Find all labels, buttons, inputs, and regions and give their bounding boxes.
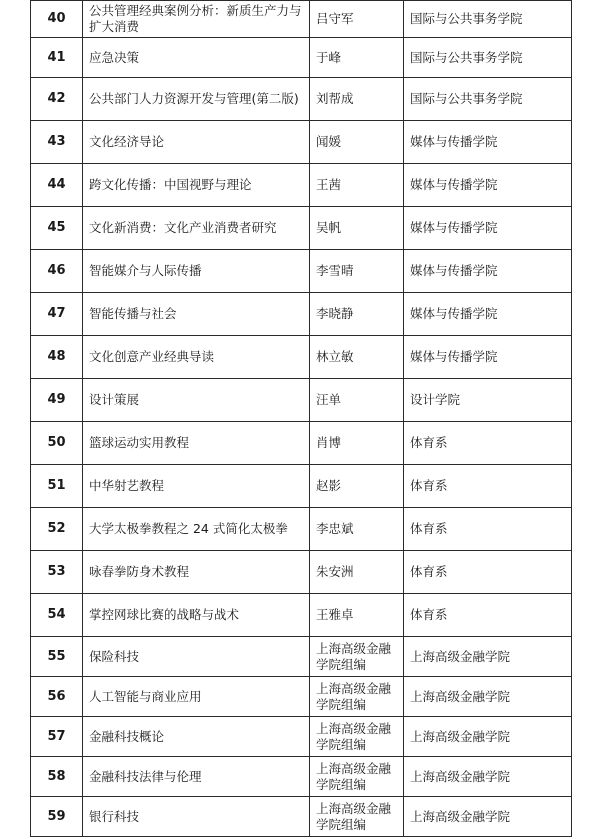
book-author: 刘帮成 [310,78,404,121]
book-author: 上海高级金融学院组编 [310,717,404,757]
table-row [31,1,572,38]
book-author: 林立敏 [310,336,404,379]
row-number: 49 [31,379,83,422]
book-college: 媒体与传播学院 [404,250,572,293]
book-title: 公共管理经典案例分析：新质生产力与扩大消费 [83,1,310,38]
book-title: 金融科技概论 [83,717,310,757]
book-author: 李忠斌 [310,508,404,551]
textbook-table [30,0,572,837]
book-college: 上海高级金融学院 [404,757,572,797]
row-number: 55 [31,637,83,677]
book-author: 吴帆 [310,207,404,250]
book-college: 上海高级金融学院 [404,797,572,837]
book-college: 国际与公共事务学院 [404,78,572,121]
table-row [31,164,572,207]
book-author: 李晓静 [310,293,404,336]
book-title: 应急决策 [83,38,310,78]
table-row [31,508,572,551]
book-author: 吕守军 [310,1,404,38]
row-number: 54 [31,594,83,637]
table-row [31,336,572,379]
table-body [31,1,572,837]
row-number: 48 [31,336,83,379]
book-college: 体育系 [404,422,572,465]
book-author: 上海高级金融学院组编 [310,797,404,837]
book-title: 跨文化传播：中国视野与理论 [83,164,310,207]
table-row [31,717,572,757]
row-number: 57 [31,717,83,757]
row-number: 40 [31,1,83,38]
book-title: 公共部门人力资源开发与管理(第二版) [83,78,310,121]
row-number: 59 [31,797,83,837]
book-author: 汪单 [310,379,404,422]
row-number: 44 [31,164,83,207]
table-row [31,551,572,594]
book-title: 保险科技 [83,637,310,677]
book-author: 赵影 [310,465,404,508]
row-number: 47 [31,293,83,336]
table-row [31,594,572,637]
row-number: 53 [31,551,83,594]
row-number: 45 [31,207,83,250]
table-row [31,78,572,121]
book-college: 上海高级金融学院 [404,637,572,677]
book-author: 李雪晴 [310,250,404,293]
book-title: 人工智能与商业应用 [83,677,310,717]
book-college: 体育系 [404,465,572,508]
row-number: 51 [31,465,83,508]
book-title: 文化创意产业经典导读 [83,336,310,379]
book-title: 银行科技 [83,797,310,837]
book-college: 体育系 [404,551,572,594]
row-number: 43 [31,121,83,164]
table-row [31,379,572,422]
row-number: 42 [31,78,83,121]
table-row [31,207,572,250]
book-author: 王茜 [310,164,404,207]
book-title: 智能媒介与人际传播 [83,250,310,293]
row-number: 52 [31,508,83,551]
book-college: 国际与公共事务学院 [404,1,572,38]
table-row [31,422,572,465]
table-row [31,250,572,293]
book-author: 上海高级金融学院组编 [310,677,404,717]
book-title: 掌控网球比赛的战略与战术 [83,594,310,637]
book-title: 咏春拳防身术教程 [83,551,310,594]
book-author: 上海高级金融学院组编 [310,757,404,797]
book-college: 设计学院 [404,379,572,422]
book-title: 文化经济导论 [83,121,310,164]
book-author: 于峰 [310,38,404,78]
book-college: 体育系 [404,594,572,637]
book-title: 篮球运动实用教程 [83,422,310,465]
table-row [31,757,572,797]
textbook-list-page [30,0,571,837]
table-row [31,677,572,717]
table-row [31,293,572,336]
row-number: 50 [31,422,83,465]
book-title: 中华射艺教程 [83,465,310,508]
book-college: 上海高级金融学院 [404,717,572,757]
book-college: 媒体与传播学院 [404,207,572,250]
book-college: 媒体与传播学院 [404,336,572,379]
book-title: 金融科技法律与伦理 [83,757,310,797]
book-author: 肖博 [310,422,404,465]
row-number: 58 [31,757,83,797]
table-row [31,121,572,164]
row-number: 41 [31,38,83,78]
table-row [31,465,572,508]
row-number: 56 [31,677,83,717]
book-college: 体育系 [404,508,572,551]
table-row [31,637,572,677]
book-author: 闻媛 [310,121,404,164]
book-author: 朱安洲 [310,551,404,594]
book-title: 设计策展 [83,379,310,422]
book-title: 大学太极拳教程之 24 式简化太极拳 [83,508,310,551]
book-college: 媒体与传播学院 [404,164,572,207]
book-college: 媒体与传播学院 [404,293,572,336]
book-college: 上海高级金融学院 [404,677,572,717]
row-number: 46 [31,250,83,293]
table-row [31,38,572,78]
book-college: 国际与公共事务学院 [404,38,572,78]
book-college: 媒体与传播学院 [404,121,572,164]
book-title: 智能传播与社会 [83,293,310,336]
table-row [31,797,572,837]
book-author: 上海高级金融学院组编 [310,637,404,677]
book-author: 王雅卓 [310,594,404,637]
book-title: 文化新消费：文化产业消费者研究 [83,207,310,250]
